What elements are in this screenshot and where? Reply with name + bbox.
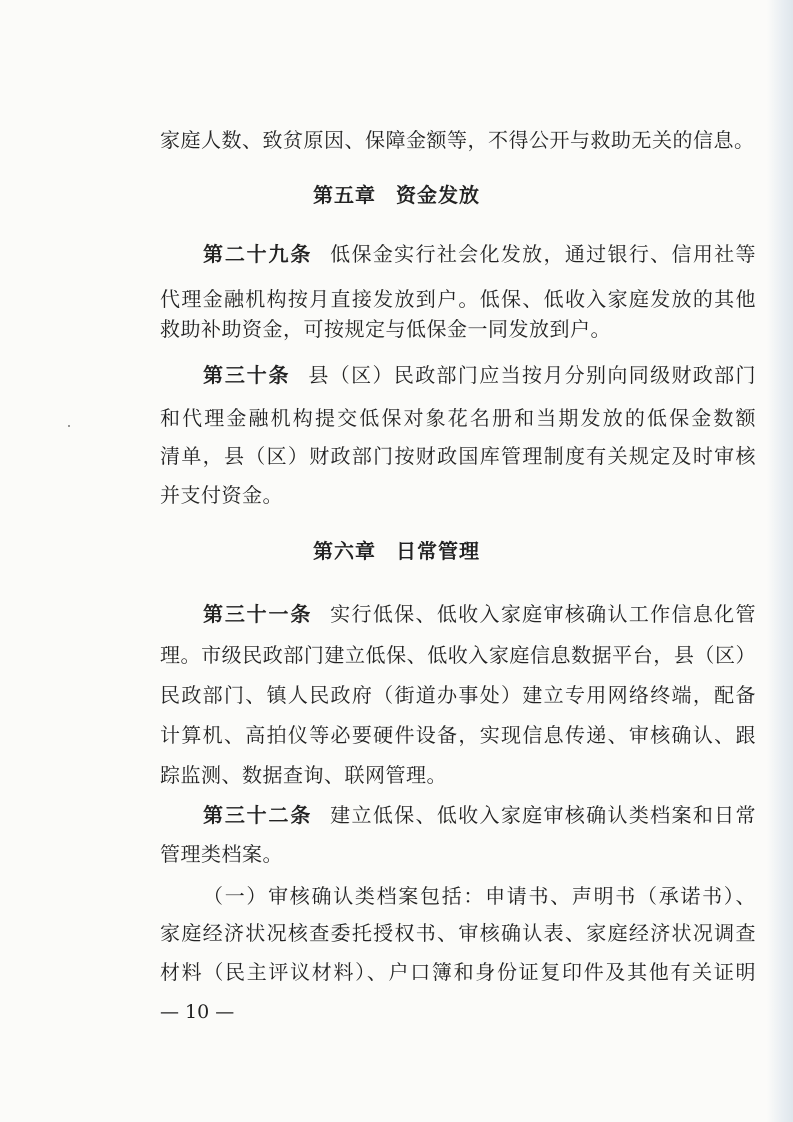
text-line: 材料（民主评议材料）、户口簿和身份证复印件及其他有关证明 [160, 960, 756, 984]
text-line: 民政部门、镇人民政府（街道办事处）建立专用网络终端，配备 [160, 683, 756, 707]
text-line: 踪监测、数据查询、联网管理。 [160, 763, 447, 787]
text-line: 救助补助资金，可按规定与低保金一同发放到户。 [160, 317, 611, 341]
page-number: — 10 — [160, 1001, 235, 1023]
chapter-number: 第六章 [313, 539, 376, 563]
article-label: 第二十九条 [203, 242, 313, 266]
text-line: 家庭人数、致贫原因、保障金额等，不得公开与救助无关的信息。 [160, 128, 755, 152]
article-30-line-1: 第三十条 县（区）民政部门应当按月分别向同级财政部门 [203, 363, 756, 387]
article-label: 第三十一条 [203, 602, 313, 626]
chapter-heading-6 [0, 536, 793, 566]
text-line: 代理金融机构按月直接发放到户。低保、低收入家庭发放的其他 [160, 287, 756, 311]
scan-speck [68, 425, 70, 427]
article-label: 第三十条 [203, 363, 291, 387]
text-line: 计算机、高拍仪等必要硬件设备，实现信息传递、审核确认、跟 [160, 723, 756, 747]
text-line: （一）审核确认类档案包括：申请书、声明书（承诺书）、 [203, 884, 756, 908]
article-32-line-1: 第三十二条 建立低保、低收入家庭审核确认类档案和日常 [203, 803, 756, 827]
text-line: 并支付资金。 [160, 483, 283, 507]
article-label: 第三十二条 [203, 803, 313, 827]
chapter-title: 资金发放 [396, 183, 480, 207]
chapter-title: 日常管理 [396, 539, 480, 563]
chapter-number: 第五章 [313, 183, 376, 207]
text-line: 管理类档案。 [160, 842, 283, 866]
text-line: 和代理金融机构提交低保对象花名册和当期发放的低保金数额 [160, 406, 756, 430]
text-line: 家庭经济状况核查委托授权书、审核确认表、家庭经济状况调查 [160, 921, 756, 945]
article-29-line-1: 第二十九条 低保金实行社会化发放，通过银行、信用社等 [203, 242, 756, 266]
text-line: 清单，县（区）财政部门按财政国库管理制度有关规定及时审核 [160, 444, 756, 468]
text-line: 理。市级民政部门建立低保、低收入家庭信息数据平台，县（区） [160, 643, 756, 667]
chapter-heading-5 [0, 180, 793, 210]
article-31-line-1: 第三十一条 实行低保、低收入家庭审核确认工作信息化管 [203, 602, 756, 626]
